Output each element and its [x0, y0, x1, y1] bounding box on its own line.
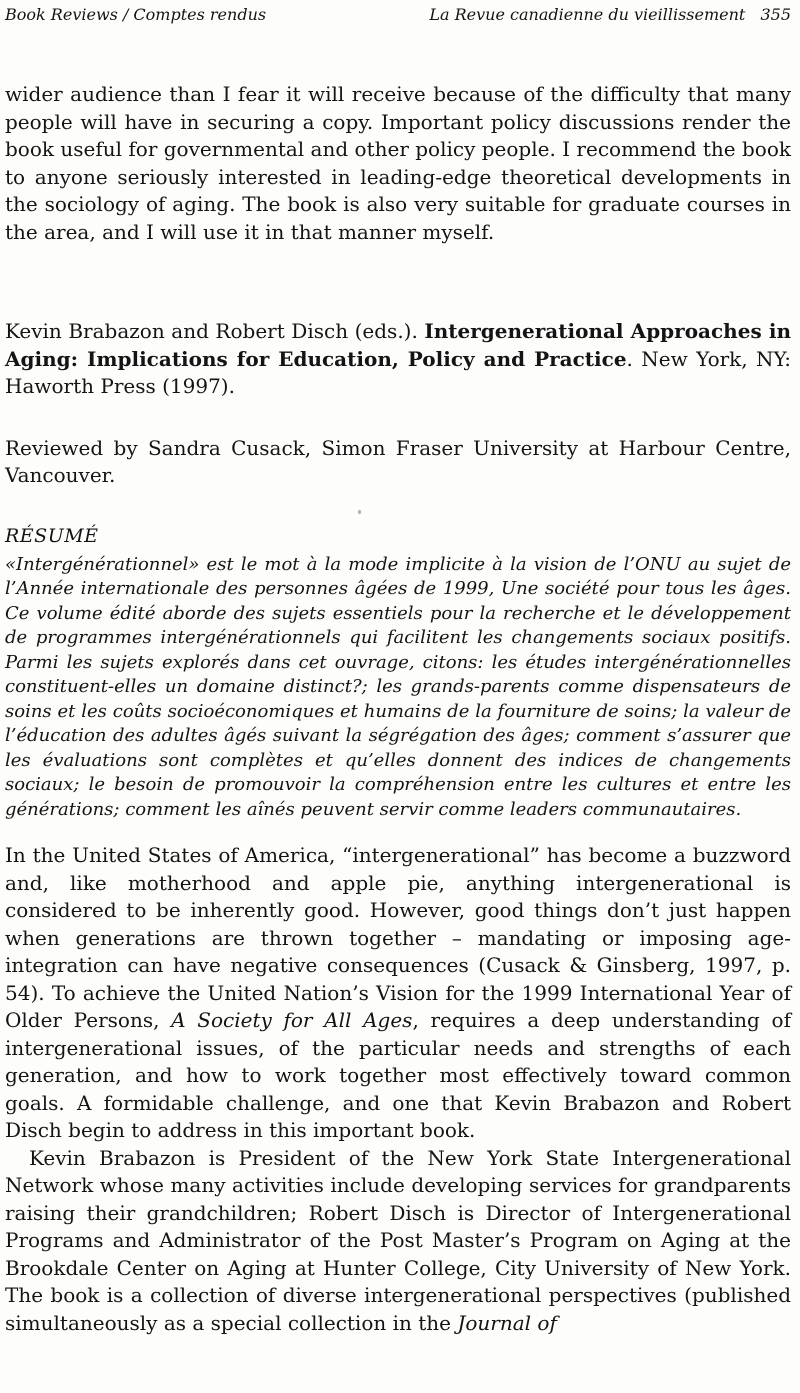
book-citation — [5, 318, 791, 401]
paragraph-editors — [5, 1145, 791, 1338]
scan-artifact-dot — [358, 510, 361, 514]
review-body — [5, 81, 791, 1337]
paragraph-intro — [5, 842, 791, 1145]
citation-authors: Kevin Brabazon and Robert Disch (eds.). — [5, 319, 425, 343]
citation-publisher: . New York, NY: Haworth Press (1997). — [5, 346, 791, 398]
resume-abstract: «Intergénérationnel» est le mot à la mode implicite à la vision de l’ONU au sujet de l’Année internationale des personnes âgées de 1999, Une société pour tous les âges. Ce volume édité aborde des sujets essentiels pour la recherche et le développement de programmes intergénérationnels qui facilitent les changements sociaux positifs. Parmi les sujets explorés dans cet ouvrage, citons: les études intergénérationnelles constituent-elles un domaine distinct?; les grands-parents comme dispensateurs de soins et les coûts socioéconomiques et humains de la fourniture de soins; la valeur de l’éducation des adultes âgés suivant la ségrégation des âges; comment s’assurer que les évaluations sont complètes et qu’elles donnent des indices de changements sociaux; le besoin de promouvoir la compréhension entre les cultures et entre les générations; comment les aînés peuvent servir comme leaders communautaires. — [5, 553, 791, 820]
un-vision-title: A Society for All Ages — [171, 1008, 413, 1032]
running-head-section-title: Book Reviews / Comptes rendus — [5, 5, 267, 24]
reviewer-line: Reviewed by Sandra Cusack, Simon Fraser University at Harbour Centre, Vancouver. — [5, 435, 791, 487]
running-head — [5, 5, 791, 25]
paragraph-intro-text: In the United States of America, “intergenerational” has become a buzzword and, like motherhood and apple pie, anything intergenerational is considered to be inherently good. However, good things don’t just happen when generations are thrown together – mandating or imposing age-integration can have negative consequences (Cusack & Ginsberg, 1997, p. 54). To achieve the United Nation’s Vision for the 1999 International Year of Older Persons, — [5, 843, 791, 1032]
journal-name: La Revue canadienne du vieillissement — [429, 5, 746, 24]
citation-book-title: Intergenerational Approaches in Aging: Implications for Education, Policy and Practice — [5, 319, 791, 371]
running-head-journal — [429, 5, 791, 25]
page-number: 355 — [760, 5, 791, 24]
paragraph-editors-text: Kevin Brabazon is President of the New York State Intergenerational Network whose many activities include developing services for grandparents raising their grandchildren; Robert Disch is Director of Intergenerational Programs and Administrator of the Post Master’s Program on Aging at the Brookdale Center on Aging at Hunter College, City University of New York. The book is a collection of diverse intergenerational perspectives (published simultaneously as a special collection in the — [5, 1145, 791, 1335]
paragraph-review-conclusion: wider audience than I fear it will receive because of the difficulty that many people will have in securing a copy. Important policy discussions render the book useful for governmental and other policy people. I recommend the book to anyone seriously interested in leading-edge theoretical developments in the sociology of aging. The book is also very suitable for graduate courses in the area, and I will use it in that manner myself. — [5, 82, 791, 244]
paragraph-intro-text-end: , requires a deep understanding of intergenerational issues, of the particular needs and strengths of each generation, and how to work together most effectively toward common goals. A formidable challenge, and one that Kevin Brabazon and Robert Disch begin to address in this important book. — [5, 1008, 791, 1142]
resume-heading: RÉSUMÉ — [5, 524, 99, 547]
journal-title-fragment: Journal of — [457, 1310, 557, 1335]
